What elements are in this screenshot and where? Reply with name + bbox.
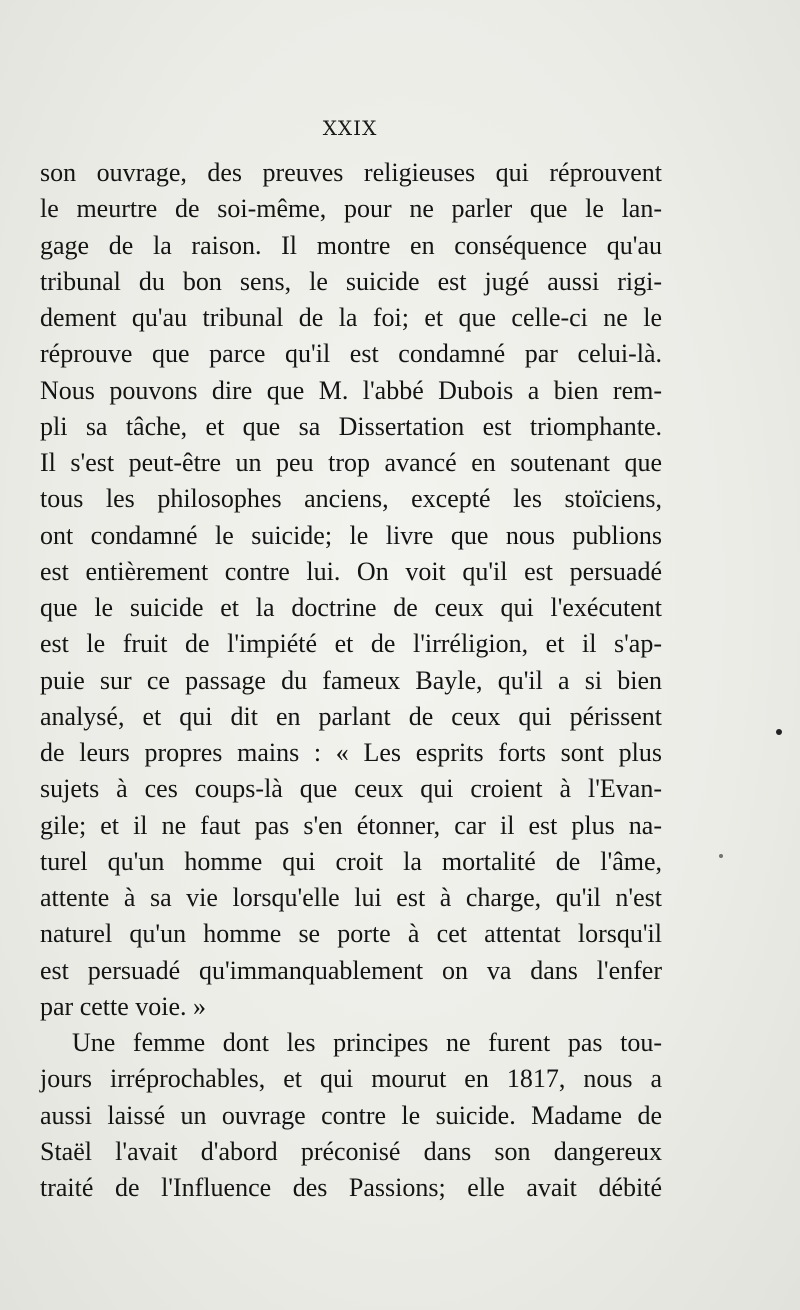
text-line: jours irréprochables, et qui mourut en 1817, nous a <box>40 1064 662 1094</box>
text-line: est persuadé qu'immanquablement on va dans l'enfer <box>40 955 662 985</box>
text-line: aussi laissé un ouvrage contre le suicide. Madame de <box>40 1100 662 1130</box>
text-line: naturel qu'un homme se porte à cet attentat lorsqu'il <box>40 919 662 949</box>
text-line: analysé, et qui dit en parlant de ceux qui périssent <box>40 701 662 731</box>
text-line: turel qu'un homme qui croit la mortalité de l'âme, <box>40 846 662 876</box>
text-line: puie sur ce passage du fameux Bayle, qu'il a si bien <box>40 665 662 695</box>
text-line: réprouve que parce qu'il est condamné par celui-là. <box>40 339 662 369</box>
ink-speck <box>719 854 723 858</box>
text-line: gage de la raison. Il montre en conséquence qu'au <box>40 230 662 260</box>
text-line: Staël l'avait d'abord préconisé dans son dangereux <box>40 1136 662 1166</box>
text-line: de leurs propres mains : « Les esprits forts sont plus <box>40 738 662 767</box>
text-line: traité de l'Influence des Passions; elle avait débité <box>40 1173 662 1202</box>
text-line: son ouvrage, des preuves religieuses qui réprouvent <box>40 158 662 187</box>
text-line: dement qu'au tribunal de la foi; et que celle-ci ne le <box>40 303 662 332</box>
text-line: que le suicide et la doctrine de ceux qui l'exécutent <box>40 593 662 622</box>
text-line: ont condamné le suicide; le livre que nous publions <box>40 520 662 550</box>
text-line: le meurtre de soi-même, pour ne parler que le lan- <box>40 194 662 224</box>
text-line: tribunal du bon sens, le suicide est jugé aussi rigi- <box>40 266 662 296</box>
text-line: par cette voie. » <box>40 991 207 1021</box>
text-line: Nous pouvons dire que M. l'abbé Dubois a bien rem- <box>40 375 662 405</box>
body-text <box>40 155 662 1206</box>
text-line: est entièrement contre lui. On voit qu'il est persuadé <box>40 556 662 586</box>
text-line: pli sa tâche, et que sa Dissertation est triomphante. <box>40 411 662 441</box>
ink-speck <box>776 729 782 735</box>
page-number: XXIX <box>322 116 378 140</box>
text-line: sujets à ces coups-là que ceux qui croient à l'Evan- <box>40 774 662 804</box>
text-line: Une femme dont les principes ne furent pas tou- <box>72 1028 662 1057</box>
text-line: est le fruit de l'impiété et de l'irréligion, et il s'ap- <box>40 629 662 659</box>
text-line: attente à sa vie lorsqu'elle lui est à charge, qu'il n'est <box>40 883 662 912</box>
text-line: tous les philosophes anciens, excepté les stoïciens, <box>40 484 662 514</box>
text-line: Il s'est peut-être un peu trop avancé en soutenant que <box>40 448 662 477</box>
text-line: gile; et il ne faut pas s'en étonner, car il est plus na- <box>40 810 662 840</box>
